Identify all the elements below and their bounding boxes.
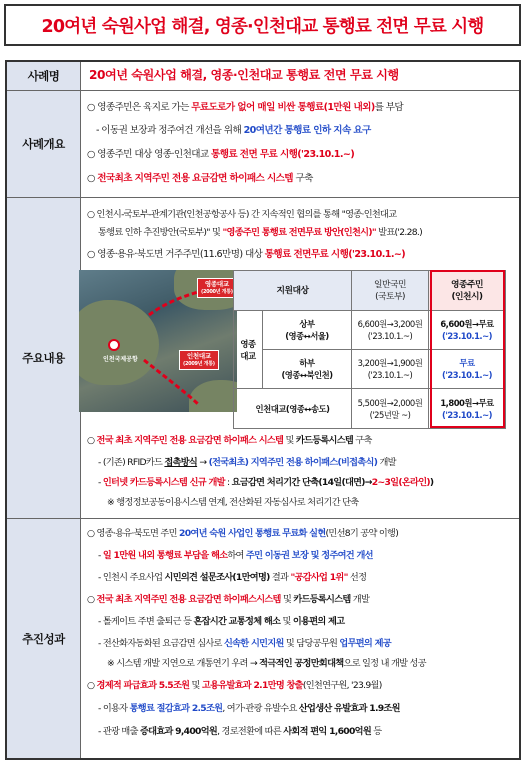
row-group-yeongjong: 영종 대교: [234, 311, 263, 389]
overview-line-4: ○ 전국최초 지역주민 전용 요금감면 하이패스 시스템 구축: [87, 173, 313, 184]
row-lower: 하부 (영종↔북인천): [263, 350, 352, 389]
col-header-resident: 영종주민 (인천시): [429, 271, 506, 311]
content-line-2: 통행료 인하 추진방안(국토부)" 및 "영종주민 통행료 전면무료 방안(인천시)" 발표('2.28.): [98, 227, 422, 238]
results-line-7: ※ 시스템 개발 지연으로 개통연기 우려 → 적극적인 공정만회대책으로 일정 내 개발 성공: [107, 658, 426, 669]
divider: [7, 197, 519, 198]
toll-fee-table: [233, 270, 506, 429]
content-line-7: ※ 행정정보공동이용시스템 연계, 전산화된 자동심사로 처리기간 단축: [107, 497, 359, 508]
content-line-4: ○ 전국 최초 지역주민 전용 요금감면 하이패스 시스템 및 카드등록시스템 구축: [87, 435, 372, 446]
results-line-4: ○ 전국 최초 지역주민 전용 요금감면 하이패스시스템 및 카드등록시스템 개발: [87, 594, 370, 605]
col-header-target: 지원대상: [234, 271, 352, 311]
overview-label: 사례개요: [7, 91, 81, 197]
cell-incheon-general: 5,500원→2,000원 ('25년말 ~): [352, 389, 429, 429]
title-box: [4, 4, 521, 46]
results-line-10: - 관광 매출 증대효과 9,400억원, 경로전환에 따른 사회적 편익 1,600억원 등: [98, 726, 382, 737]
results-line-3: - 인천시 주요사업 시민의견 설문조사(1만여명) 결과 "공감사업 1위" 선정: [98, 572, 367, 583]
divider: [7, 90, 519, 91]
divider: [7, 518, 519, 519]
content-label: 주요내용: [7, 198, 81, 518]
overview-line-2: - 이동권 보장과 정주여건 개선을 위해 20여년간 통행료 인하 지속 요구: [96, 125, 371, 136]
map-tag-yeongjong: 영종대교 (2000년 개통): [197, 278, 237, 298]
content-line-5: - (기존) RFID카드 접촉방식 → (전국최초) 지역주민 전용 하이패스(비접촉식) 개발: [98, 457, 396, 468]
content-line-3: ○ 영종·용유·북도면 거주주민(11.6만명) 대상 통행료 전면무료 시행('23.10.1.~): [87, 249, 406, 260]
cell-upper-general: 6,600원→3,200원 ('23.10.1.~): [352, 311, 429, 350]
overview-line-3: ○ 영종주민 대상 영종·인천대교 통행료 전면 무료 시행('23.10.1.~): [87, 149, 355, 160]
map-airport-label: 인천국제공항: [103, 356, 138, 363]
results-line-6: - 전산화자동화된 요금감면 심사로 신속한 시민지원 및 담당공무원 업무편의 제공: [98, 638, 391, 649]
row-upper: 상부 (영종↔서울): [263, 311, 352, 350]
results-line-8: ○ 경제적 파급효과 5.5조원 및 고용유발효과 2.1만명 창출(인천연구원, '23.9월): [87, 680, 382, 691]
map-tag-incheon: 인천대교 (2009년 개통): [179, 350, 219, 370]
cell-incheon-resident: 1,800원→무료 ('23.10.1.~): [429, 389, 506, 429]
page-title: 20여년 숙원사업 해결, 영종·인천대교 통행료 전면 무료 시행: [41, 16, 484, 37]
cell-lower-general: 3,200원→1,900원 ('23.10.1.~): [352, 350, 429, 389]
cell-lower-resident: 무료 ('23.10.1.~): [429, 350, 506, 389]
results-line-1: ○ 영종·용유·북도면 주민 20여년 숙원 사업인 통행료 무료화 실현(민선8기 공약 이행): [87, 528, 399, 539]
cell-upper-resident: 6,600원→무료 ('23.10.1.~): [429, 311, 506, 350]
col-header-general: 일반국민 (국토부): [352, 271, 429, 311]
report-table: [5, 60, 521, 760]
content-line-6: - 인터넷 카드등록시스템 신규 개발 : 요금감면 처리기간 단축(14일(대면)→2~3일(온라인)): [98, 477, 434, 488]
case-name: 20여년 숙원사업 해결, 영종·인천대교 통행료 전면 무료 시행: [89, 68, 399, 82]
row-incheon-bridge: 인천대교(영종↔송도): [234, 389, 352, 429]
case-label: 사례명: [7, 62, 81, 90]
results-line-9: - 이용자 통행료 절감효과 2.5조원, 여가·관광 유발수요 산업생산 유발효과 1.9조원: [98, 703, 400, 714]
overview-line-1: ○ 영종주민은 육지로 가는 무료도로가 없어 매일 비싼 통행료(1만원 내외)를 부담: [87, 102, 404, 113]
results-label: 추진성과: [7, 519, 81, 758]
results-line-5: - 톨게이트 주변 출퇴근 등 혼잡시간 교통정체 해소 및 이용편의 제고: [98, 616, 345, 627]
results-line-2: - 일 1만원 내외 통행료 부담을 해소하여 주민 이동권 보장 및 정주여건 개선: [98, 550, 373, 561]
bridge-map-image: [79, 270, 237, 412]
content-line-1: ○ 인천시-국토부-관계기관(인천공항공사 등) 간 지속적인 협의를 통해 "영종·인천대교: [87, 209, 397, 220]
